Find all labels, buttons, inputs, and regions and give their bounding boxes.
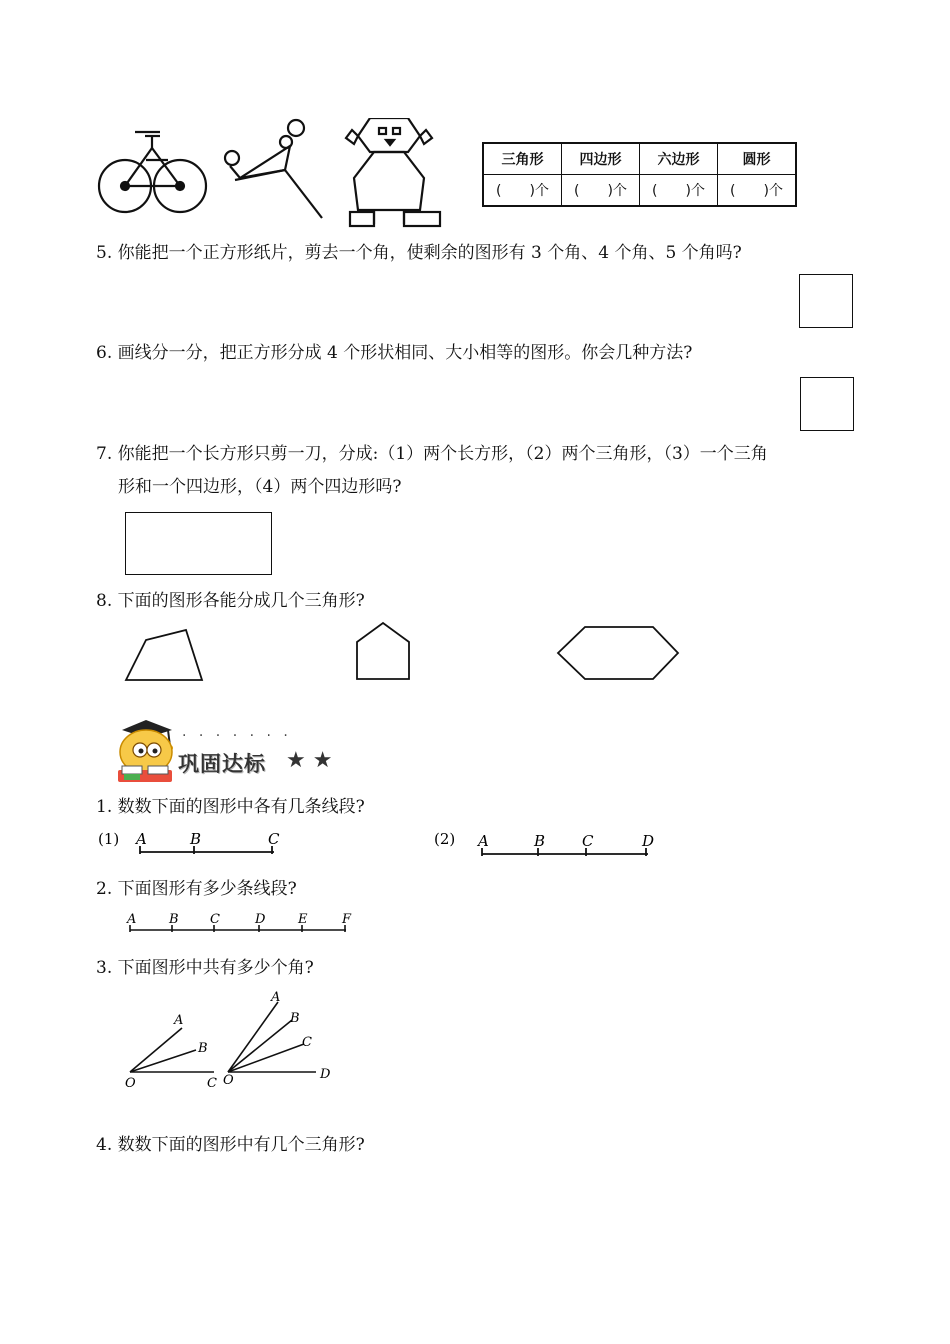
answer-blank-circle[interactable]: ( )个 (718, 175, 797, 207)
point-label: B (169, 912, 179, 927)
ray-label: B (290, 1011, 300, 1026)
fig1-label: (1) (98, 830, 120, 848)
header-circle: 圆形 (718, 143, 797, 175)
answer-blank-quadrilateral[interactable]: ( )个 (562, 175, 640, 207)
point-label: A (478, 832, 489, 850)
q1-segment-figures (90, 824, 680, 860)
question-6: 6. 画线分一分，把正方形分成 4 个形状相同、大小相等的图形。你会几种方法? (96, 343, 693, 363)
fig2-label: (2) (434, 830, 456, 848)
point-label: A (127, 912, 137, 927)
point-label: D (255, 912, 266, 927)
header-quadrilateral: 四边形 (562, 143, 640, 175)
vertex-label: O (125, 1076, 136, 1091)
question-b2: 2. 下面图形有多少条线段? (96, 879, 297, 899)
pentagon-figure (357, 623, 409, 679)
question-b1: 1. 数数下面的图形中各有几条线段? (96, 797, 365, 817)
q3-angle-figures (120, 986, 350, 1092)
q2-segment-figure (120, 906, 370, 936)
square-figure-q5 (799, 274, 853, 328)
ray-label: C (302, 1035, 312, 1050)
point-label: C (268, 830, 280, 848)
table-header-row (483, 143, 796, 175)
top-figures (90, 118, 470, 230)
point-label: C (210, 912, 220, 927)
bicycle-figure (99, 132, 206, 212)
robot-figure (346, 118, 440, 226)
question-b3: 3. 下面图形中共有多少个角? (96, 958, 314, 978)
answer-blank-hexagon[interactable]: ( )个 (640, 175, 718, 207)
question-5: 5. 你能把一个正方形纸片，剪去一个角，使剩余的图形有 3 个角、4 个角、5 个角吗? (96, 243, 742, 263)
point-label: D (642, 832, 655, 850)
ray-label: B (198, 1041, 208, 1056)
point-label: C (582, 832, 594, 850)
banner-title: 巩固达标 (178, 752, 266, 776)
skier-figure (225, 120, 322, 218)
square-figure-q6 (800, 377, 854, 431)
point-label: B (534, 832, 546, 850)
banner-stars-icon: ★ ★ (286, 748, 333, 773)
header-hexagon: 六边形 (640, 143, 718, 175)
quadrilateral-figure (126, 630, 202, 680)
ray-label: A (271, 990, 281, 1005)
header-triangle: 三角形 (483, 143, 562, 175)
hexagon-figure (558, 627, 678, 679)
rectangle-figure-q7 (125, 512, 272, 575)
ray-label: C (207, 1076, 217, 1091)
question-7-line1: 7. 你能把一个长方形只剪一刀，分成:（1）两个长方形，（2）两个三角形，（3）一个三角 (96, 444, 768, 464)
answer-blank-triangle[interactable]: ( )个 (483, 175, 562, 207)
ray-label: D (320, 1067, 331, 1082)
question-b4: 4. 数数下面的图形中有几个三角形? (96, 1135, 365, 1155)
question-7-line2: 形和一个四边形，（4）两个四边形吗? (118, 477, 402, 497)
point-label: A (136, 830, 147, 848)
section-banner (110, 718, 350, 788)
ray-label: A (174, 1013, 184, 1028)
vertex-label: O (223, 1073, 234, 1088)
point-label: B (190, 830, 202, 848)
q8-figures (120, 618, 690, 684)
student-mascot-icon (110, 718, 180, 786)
question-8: 8. 下面的图形各能分成几个三角形? (96, 591, 365, 611)
point-label: F (342, 912, 352, 927)
shape-count-table (482, 142, 797, 207)
banner-dots: · · · · · · · (182, 728, 292, 744)
table-answer-row (483, 175, 796, 207)
point-label: E (298, 912, 308, 927)
